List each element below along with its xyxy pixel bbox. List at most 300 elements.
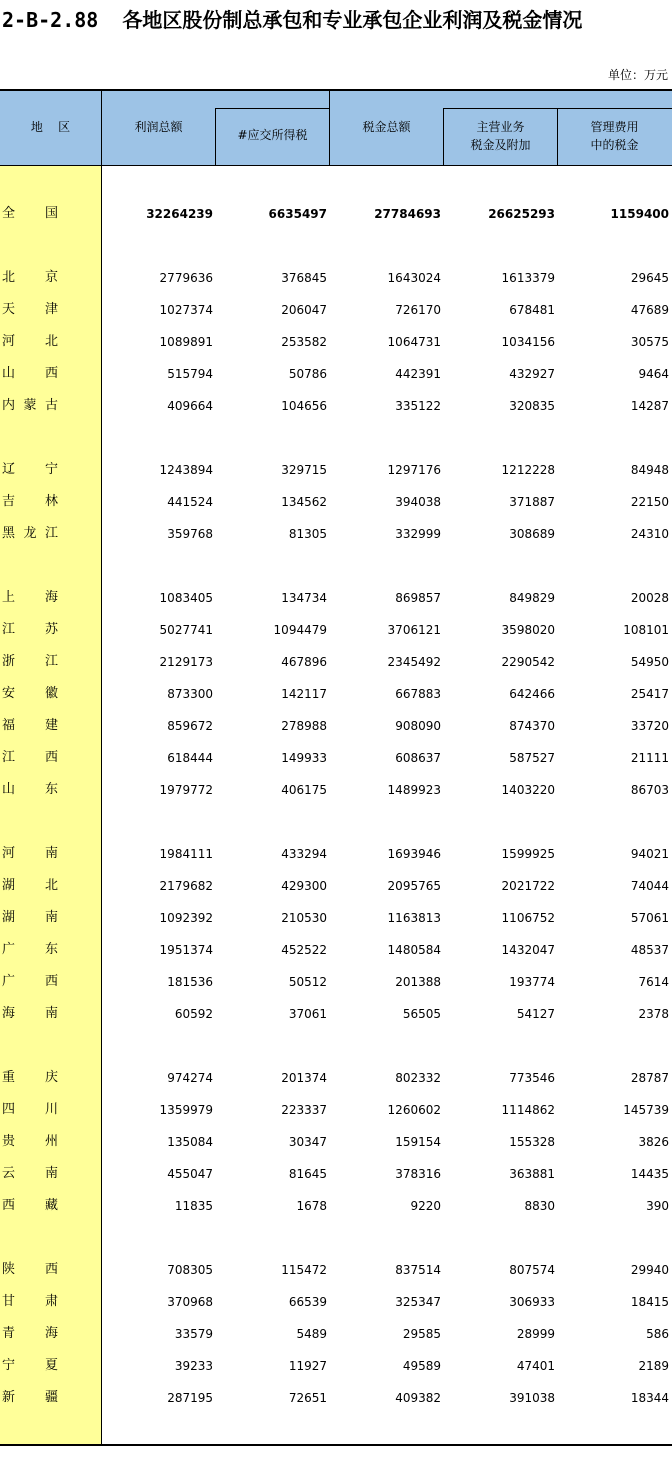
cell-profit-total: 370968 xyxy=(167,1295,213,1309)
cell-business-tax: 807574 xyxy=(509,1263,555,1277)
region-name xyxy=(2,870,58,902)
region-char: 甘 xyxy=(2,1294,16,1309)
region-char: 西 xyxy=(44,974,58,989)
region-char: 全 xyxy=(2,206,16,221)
cell-profit-total: 455047 xyxy=(167,1167,213,1181)
region-char: 云 xyxy=(2,1166,16,1181)
cell-income-tax: 329715 xyxy=(281,463,327,477)
region-char: 津 xyxy=(44,302,58,317)
cell-business-tax: 320835 xyxy=(509,399,555,413)
cell-income-tax: 433294 xyxy=(281,847,327,861)
region-char: 吉 xyxy=(2,494,16,509)
region-char: 北 xyxy=(44,878,58,893)
cell-mgmt-tax: 25417 xyxy=(630,687,669,701)
region-name xyxy=(2,838,58,870)
region-name xyxy=(2,358,58,390)
region-char: 东 xyxy=(44,942,58,957)
table-row xyxy=(0,1382,672,1414)
cell-profit-total: 618444 xyxy=(167,751,213,765)
cell-business-tax: 773546 xyxy=(509,1071,555,1085)
header-region: 地 区 xyxy=(30,120,71,134)
cell-business-tax: 193774 xyxy=(509,975,555,989)
header-tax-total: 税金总额 xyxy=(362,120,411,134)
region-char: 夏 xyxy=(44,1358,58,1373)
cell-tax-total: 335122 xyxy=(395,399,441,413)
cell-tax-total: 29585 xyxy=(402,1327,441,1341)
table-row xyxy=(0,998,672,1030)
region-name xyxy=(2,1190,58,1222)
region-name xyxy=(2,774,58,806)
region-char: 京 xyxy=(44,270,58,285)
region-char: 苏 xyxy=(44,622,58,637)
cell-tax-total: 325347 xyxy=(395,1295,441,1309)
region-char: 湖 xyxy=(2,910,16,925)
cell-mgmt-tax: 48537 xyxy=(630,943,669,957)
page-title xyxy=(2,4,582,33)
cell-business-tax: 2290542 xyxy=(501,655,555,669)
cell-tax-total: 1064731 xyxy=(387,335,441,349)
cell-income-tax: 66539 xyxy=(288,1295,327,1309)
region-char: 黑 xyxy=(2,526,16,541)
region-char: 青 xyxy=(2,1326,16,1341)
cell-tax-total: 9220 xyxy=(410,1199,441,1213)
region-name xyxy=(2,1318,58,1350)
cell-profit-total: 1092392 xyxy=(159,911,213,925)
region-char: 西 xyxy=(44,1262,58,1277)
cell-income-tax: 30347 xyxy=(288,1135,327,1149)
cell-business-tax: 678481 xyxy=(509,303,555,317)
region-name xyxy=(2,1062,58,1094)
cell-business-tax: 391038 xyxy=(509,1391,555,1405)
cell-income-tax: 406175 xyxy=(281,783,327,797)
cell-profit-total: 1984111 xyxy=(159,847,213,861)
cell-business-tax: 308689 xyxy=(509,527,555,541)
region-char: 福 xyxy=(2,718,16,733)
cell-income-tax: 149933 xyxy=(281,751,327,765)
region-char: 肃 xyxy=(44,1294,58,1309)
cell-tax-total: 1489923 xyxy=(387,783,441,797)
cell-business-tax: 26625293 xyxy=(488,207,555,221)
cell-tax-total: 332999 xyxy=(395,527,441,541)
region-name xyxy=(2,614,58,646)
cell-tax-total: 201388 xyxy=(395,975,441,989)
cell-business-tax: 47401 xyxy=(516,1359,555,1373)
cell-tax-total: 49589 xyxy=(402,1359,441,1373)
cell-business-tax: 306933 xyxy=(509,1295,555,1309)
region-char: 河 xyxy=(2,846,16,861)
region-char: 海 xyxy=(44,1326,58,1341)
region-name xyxy=(2,326,58,358)
cell-mgmt-tax: 57061 xyxy=(630,911,669,925)
region-char: 重 xyxy=(2,1070,16,1085)
cell-business-tax: 8830 xyxy=(524,1199,555,1213)
cell-mgmt-tax: 29645 xyxy=(630,271,669,285)
cell-mgmt-tax: 2378 xyxy=(638,1007,669,1021)
cell-mgmt-tax: 14435 xyxy=(630,1167,669,1181)
cell-mgmt-tax: 54950 xyxy=(630,655,669,669)
table-row xyxy=(0,934,672,966)
cell-profit-total: 5027741 xyxy=(159,623,213,637)
table-row xyxy=(0,486,672,518)
cell-tax-total: 159154 xyxy=(395,1135,441,1149)
cell-tax-total: 394038 xyxy=(395,495,441,509)
cell-tax-total: 1643024 xyxy=(387,271,441,285)
cell-business-tax: 2021722 xyxy=(501,879,555,893)
region-char: 海 xyxy=(2,1006,16,1021)
cell-tax-total: 1693946 xyxy=(387,847,441,861)
table-row xyxy=(0,390,672,422)
region-char: 南 xyxy=(44,1166,58,1181)
cell-income-tax: 6635497 xyxy=(268,207,327,221)
cell-income-tax: 115472 xyxy=(281,1263,327,1277)
region-name xyxy=(2,742,58,774)
region-name xyxy=(2,998,58,1030)
region-char: 河 xyxy=(2,334,16,349)
table-row xyxy=(0,1062,672,1094)
cell-profit-total: 359768 xyxy=(167,527,213,541)
region-char: 川 xyxy=(44,1102,58,1117)
cell-mgmt-tax: 21111 xyxy=(630,751,669,765)
table-row xyxy=(0,358,672,390)
cell-business-tax: 3598020 xyxy=(501,623,555,637)
header-mgmt-tax-line1: 管理费用 xyxy=(590,120,639,134)
cell-profit-total: 135084 xyxy=(167,1135,213,1149)
cell-profit-total: 11835 xyxy=(174,1199,213,1213)
cell-mgmt-tax: 108101 xyxy=(623,623,669,637)
region-char: 江 xyxy=(2,622,16,637)
cell-mgmt-tax: 74044 xyxy=(630,879,669,893)
header-mgmt-tax xyxy=(558,118,671,154)
region-char: 西 xyxy=(2,1198,16,1213)
region-char: 陕 xyxy=(2,1262,16,1277)
table-row xyxy=(0,774,672,806)
cell-profit-total: 1243894 xyxy=(159,463,213,477)
cell-mgmt-tax: 145739 xyxy=(623,1103,669,1117)
cell-income-tax: 81645 xyxy=(288,1167,327,1181)
cell-mgmt-tax: 3826 xyxy=(638,1135,669,1149)
cell-income-tax: 81305 xyxy=(288,527,327,541)
region-char: 湖 xyxy=(2,878,16,893)
table-code: 2-B-2.88 xyxy=(2,8,99,32)
cell-tax-total: 378316 xyxy=(395,1167,441,1181)
cell-profit-total: 1359979 xyxy=(159,1103,213,1117)
region-name xyxy=(2,486,58,518)
cell-tax-total: 726170 xyxy=(395,303,441,317)
region-char: 南 xyxy=(44,846,58,861)
cell-mgmt-tax: 24310 xyxy=(630,527,669,541)
cell-business-tax: 587527 xyxy=(509,751,555,765)
cell-income-tax: 210530 xyxy=(281,911,327,925)
region-char: 上 xyxy=(2,590,16,605)
cell-mgmt-tax: 28787 xyxy=(630,1071,669,1085)
region-char: 天 xyxy=(2,302,16,317)
cell-profit-total: 32264239 xyxy=(146,207,213,221)
cell-mgmt-tax: 20028 xyxy=(630,591,669,605)
cell-income-tax: 206047 xyxy=(281,303,327,317)
cell-business-tax: 432927 xyxy=(509,367,555,381)
region-char: 广 xyxy=(2,974,16,989)
cell-mgmt-tax: 30575 xyxy=(630,335,669,349)
region-char: 东 xyxy=(44,782,58,797)
cell-business-tax: 155328 xyxy=(509,1135,555,1149)
cell-mgmt-tax: 7614 xyxy=(638,975,669,989)
region-name xyxy=(2,710,58,742)
cell-tax-total: 667883 xyxy=(395,687,441,701)
region-name xyxy=(2,1094,58,1126)
region-char: 西 xyxy=(44,750,58,765)
region-char: 国 xyxy=(44,206,58,221)
header-business-tax-line2: 税金及附加 xyxy=(470,138,531,152)
cell-income-tax: 5489 xyxy=(296,1327,327,1341)
cell-business-tax: 1432047 xyxy=(501,943,555,957)
region-char: 江 xyxy=(2,750,16,765)
table-row xyxy=(0,646,672,678)
table-row xyxy=(0,678,672,710)
cell-business-tax: 1613379 xyxy=(501,271,555,285)
cell-tax-total: 1163813 xyxy=(387,911,441,925)
cell-mgmt-tax: 586 xyxy=(646,1327,669,1341)
cell-business-tax: 642466 xyxy=(509,687,555,701)
cell-income-tax: 278988 xyxy=(281,719,327,733)
table-row xyxy=(0,454,672,486)
cell-mgmt-tax: 18415 xyxy=(630,1295,669,1309)
cell-mgmt-tax: 29940 xyxy=(630,1263,669,1277)
table-row xyxy=(0,582,672,614)
region-char: 藏 xyxy=(44,1198,58,1213)
header-mgmt-tax-line2: 中的税金 xyxy=(590,138,639,152)
cell-business-tax: 1599925 xyxy=(501,847,555,861)
cell-business-tax: 849829 xyxy=(509,591,555,605)
region-char: 南 xyxy=(44,910,58,925)
region-char: 安 xyxy=(2,686,16,701)
region-char: 辽 xyxy=(2,462,16,477)
cell-tax-total: 56505 xyxy=(402,1007,441,1021)
cell-profit-total: 1027374 xyxy=(159,303,213,317)
region-name xyxy=(2,1158,58,1190)
cell-profit-total: 39233 xyxy=(174,1359,213,1373)
cell-tax-total: 2345492 xyxy=(387,655,441,669)
cell-tax-total: 802332 xyxy=(395,1071,441,1085)
region-char: 北 xyxy=(44,334,58,349)
cell-income-tax: 50786 xyxy=(288,367,327,381)
table-row xyxy=(0,838,672,870)
region-char: 蒙 xyxy=(23,398,37,413)
cell-profit-total: 515794 xyxy=(167,367,213,381)
cell-mgmt-tax: 47689 xyxy=(630,303,669,317)
cell-tax-total: 409382 xyxy=(395,1391,441,1405)
cell-mgmt-tax: 1159400 xyxy=(610,207,669,221)
cell-profit-total: 859672 xyxy=(167,719,213,733)
cell-tax-total: 3706121 xyxy=(387,623,441,637)
region-name xyxy=(2,1126,58,1158)
table-row xyxy=(0,966,672,998)
region-char: 龙 xyxy=(23,526,37,541)
cell-tax-total: 1480584 xyxy=(387,943,441,957)
cell-profit-total: 974274 xyxy=(167,1071,213,1085)
region-char: 西 xyxy=(44,366,58,381)
region-char: 山 xyxy=(2,366,16,381)
cell-income-tax: 11927 xyxy=(288,1359,327,1373)
cell-income-tax: 467896 xyxy=(281,655,327,669)
region-char: 北 xyxy=(2,270,16,285)
region-char: 广 xyxy=(2,942,16,957)
region-char: 山 xyxy=(2,782,16,797)
region-name xyxy=(2,1382,58,1414)
cell-profit-total: 2129173 xyxy=(159,655,213,669)
cell-business-tax: 1212228 xyxy=(501,463,555,477)
cell-business-tax: 1106752 xyxy=(501,911,555,925)
cell-profit-total: 409664 xyxy=(167,399,213,413)
bottom-rule xyxy=(0,1444,672,1446)
cell-mgmt-tax: 86703 xyxy=(630,783,669,797)
cell-profit-total: 287195 xyxy=(167,1391,213,1405)
cell-mgmt-tax: 2189 xyxy=(638,1359,669,1373)
region-name xyxy=(2,646,58,678)
table-row xyxy=(0,1126,672,1158)
cell-profit-total: 1979772 xyxy=(159,783,213,797)
region-char: 林 xyxy=(44,494,58,509)
cell-income-tax: 452522 xyxy=(281,943,327,957)
total-row xyxy=(0,198,672,230)
cell-income-tax: 1094479 xyxy=(273,623,327,637)
table-row xyxy=(0,1094,672,1126)
region-char: 内 xyxy=(2,398,16,413)
cell-profit-total: 2179682 xyxy=(159,879,213,893)
table-row xyxy=(0,294,672,326)
region-name xyxy=(2,390,58,422)
cell-tax-total: 1297176 xyxy=(387,463,441,477)
cell-tax-total: 1260602 xyxy=(387,1103,441,1117)
cell-mgmt-tax: 33720 xyxy=(630,719,669,733)
region-char: 四 xyxy=(2,1102,16,1117)
cell-business-tax: 1114862 xyxy=(501,1103,555,1117)
region-char: 江 xyxy=(44,654,58,669)
table-row xyxy=(0,1318,672,1350)
header-sep-2 xyxy=(215,108,329,109)
region-name xyxy=(2,262,58,294)
region-name xyxy=(2,902,58,934)
table-row xyxy=(0,742,672,774)
cell-business-tax: 874370 xyxy=(509,719,555,733)
cell-mgmt-tax: 390 xyxy=(646,1199,669,1213)
region-char: 宁 xyxy=(2,1358,16,1373)
region-char: 疆 xyxy=(44,1390,58,1405)
table-row xyxy=(0,326,672,358)
table-row xyxy=(0,902,672,934)
region-char: 宁 xyxy=(44,462,58,477)
region-name xyxy=(2,678,58,710)
region-char: 州 xyxy=(44,1134,58,1149)
cell-tax-total: 2095765 xyxy=(387,879,441,893)
table-row xyxy=(0,614,672,646)
cell-profit-total: 1089891 xyxy=(159,335,213,349)
cell-income-tax: 72651 xyxy=(288,1391,327,1405)
cell-mgmt-tax: 14287 xyxy=(630,399,669,413)
cell-tax-total: 869857 xyxy=(395,591,441,605)
region-name xyxy=(2,454,58,486)
cell-mgmt-tax: 84948 xyxy=(630,463,669,477)
region-name xyxy=(2,198,58,230)
cell-tax-total: 908090 xyxy=(395,719,441,733)
table-row xyxy=(0,1286,672,1318)
region-name xyxy=(2,1350,58,1382)
cell-mgmt-tax: 22150 xyxy=(630,495,669,509)
region-char: 建 xyxy=(44,718,58,733)
cell-income-tax: 134734 xyxy=(281,591,327,605)
region-char: 海 xyxy=(44,590,58,605)
cell-profit-total: 33579 xyxy=(174,1327,213,1341)
cell-profit-total: 1083405 xyxy=(159,591,213,605)
cell-business-tax: 54127 xyxy=(516,1007,555,1021)
region-char: 浙 xyxy=(2,654,16,669)
cell-income-tax: 37061 xyxy=(288,1007,327,1021)
region-name xyxy=(2,1286,58,1318)
cell-business-tax: 28999 xyxy=(516,1327,555,1341)
region-char: 江 xyxy=(44,526,58,541)
cell-income-tax: 201374 xyxy=(281,1071,327,1085)
region-name xyxy=(2,294,58,326)
table-row xyxy=(0,1254,672,1286)
cell-profit-total: 441524 xyxy=(167,495,213,509)
cell-tax-total: 608637 xyxy=(395,751,441,765)
cell-business-tax: 1403220 xyxy=(501,783,555,797)
cell-profit-total: 2779636 xyxy=(159,271,213,285)
cell-income-tax: 142117 xyxy=(281,687,327,701)
cell-profit-total: 181536 xyxy=(167,975,213,989)
cell-income-tax: 376845 xyxy=(281,271,327,285)
cell-business-tax: 1034156 xyxy=(501,335,555,349)
table-title: 各地区股份制总承包和专业承包企业利润及税金情况 xyxy=(122,8,583,32)
cell-mgmt-tax: 18344 xyxy=(630,1391,669,1405)
table-row xyxy=(0,870,672,902)
header-profit-total: 利润总额 xyxy=(134,120,183,134)
cell-business-tax: 363881 xyxy=(509,1167,555,1181)
cell-income-tax: 134562 xyxy=(281,495,327,509)
table-row xyxy=(0,1350,672,1382)
cell-business-tax: 371887 xyxy=(509,495,555,509)
region-name xyxy=(2,966,58,998)
cell-profit-total: 1951374 xyxy=(159,943,213,957)
region-name xyxy=(2,518,58,550)
region-char: 新 xyxy=(2,1390,16,1405)
region-char: 古 xyxy=(44,398,58,413)
table-row xyxy=(0,518,672,550)
cell-income-tax: 253582 xyxy=(281,335,327,349)
cell-mgmt-tax: 9464 xyxy=(638,367,669,381)
table-row xyxy=(0,710,672,742)
region-name xyxy=(2,582,58,614)
cell-profit-total: 708305 xyxy=(167,1263,213,1277)
cell-income-tax: 104656 xyxy=(281,399,327,413)
cell-income-tax: 1678 xyxy=(296,1199,327,1213)
region-char: 贵 xyxy=(2,1134,16,1149)
cell-income-tax: 50512 xyxy=(288,975,327,989)
cell-profit-total: 60592 xyxy=(174,1007,213,1021)
region-name xyxy=(2,1254,58,1286)
cell-income-tax: 223337 xyxy=(281,1103,327,1117)
cell-tax-total: 27784693 xyxy=(374,207,441,221)
header-business-tax-line1: 主营业务 xyxy=(476,120,525,134)
region-char: 徽 xyxy=(44,686,58,701)
cell-mgmt-tax: 94021 xyxy=(630,847,669,861)
header-income-tax: #应交所得税 xyxy=(237,128,308,142)
cell-profit-total: 873300 xyxy=(167,687,213,701)
cell-income-tax: 429300 xyxy=(281,879,327,893)
cell-tax-total: 442391 xyxy=(395,367,441,381)
region-char: 庆 xyxy=(44,1070,58,1085)
header-business-tax xyxy=(444,118,557,154)
region-name xyxy=(2,934,58,966)
